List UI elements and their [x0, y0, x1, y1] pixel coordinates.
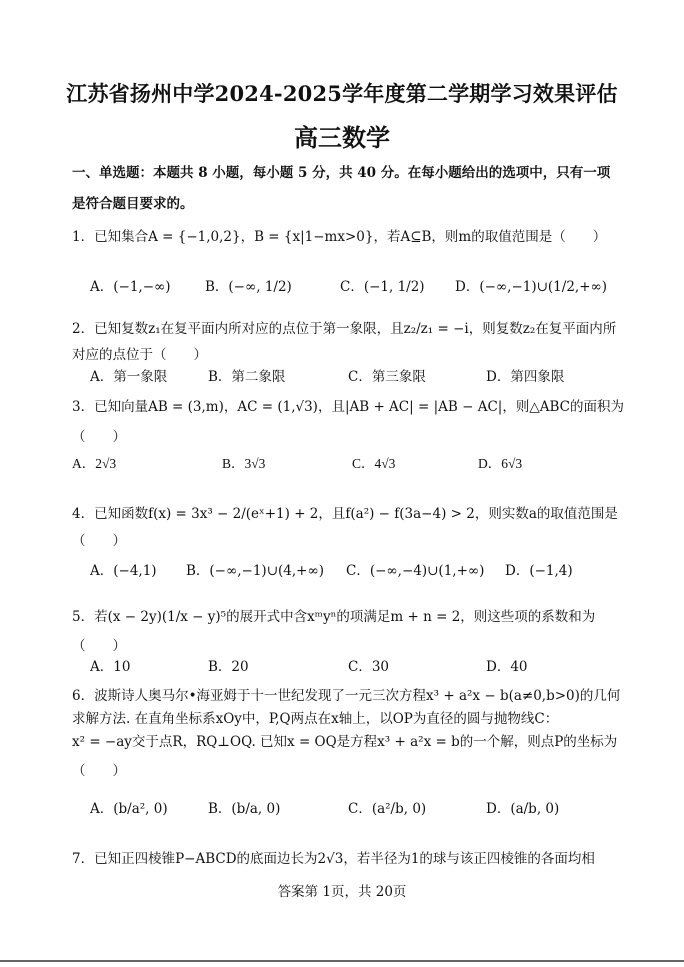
- q4-stem-line2: （ ）: [72, 533, 126, 549]
- q5-option-c: C．30: [348, 659, 390, 675]
- q3-stem-line2: （ ）: [72, 429, 126, 445]
- q6-stem-line2: 求解方法. 在直角坐标系xOy中，P,Q两点在x轴上，以OP为直径的圆与抛物线C：: [72, 711, 559, 727]
- q3-stem-line1: 3．已知向量AB = (3,m)，AC = (1,√3)，且|AB + AC| = |AB − AC|，则△ABC的面积为: [72, 399, 624, 415]
- section-heading-line2: 是符合题目要求的。: [72, 196, 194, 212]
- q4-option-b: B．(−∞,−1)∪(4,+∞): [186, 563, 324, 579]
- q3-option-b: B．3√3: [222, 456, 266, 471]
- q5-option-d: D．40: [486, 659, 528, 675]
- q3-option-d: D．6√3: [478, 456, 523, 471]
- q6-stem-line4: （ ）: [72, 763, 126, 779]
- q7-stem-line1: 7．已知正四棱锥P−ABCD的底面边长为2√3，若半径为1的球与该正四棱锥的各面均相: [72, 851, 595, 867]
- q4-stem-line1: 4．已知函数f(x) = 3x³ − 2/(eˣ+1) + 2，且f(a²) − f(3a−4) > 2，则实数a的取值范围是: [72, 506, 618, 522]
- q1-option-b: B．(−∞, 1/2): [205, 279, 292, 295]
- q6-stem-line3: x² = −ay交于点R，RQ⊥OQ. 已知x = OQ是方程x³ + a²x = b的一个解，则点P的坐标为: [72, 734, 618, 750]
- q6-option-b: B．(b/a, 0): [208, 801, 281, 817]
- q2-option-a: A．第一象限: [90, 369, 168, 385]
- bottom-divider: [0, 960, 684, 962]
- q1-option-c: C．(−1, 1/2): [340, 279, 425, 295]
- q3-option-c: C．4√3: [352, 456, 396, 471]
- page-footer: 答案第 1页，共 20页: [277, 884, 407, 900]
- q2-option-d: D．第四象限: [486, 369, 565, 385]
- q2-option-b: B．第二象限: [208, 369, 286, 385]
- q2-option-c: C．第三象限: [348, 369, 426, 385]
- q4-option-d: D．(−1,4): [505, 563, 573, 579]
- section-heading-line1: 一、单选题：本题共 8 小题，每小题 5 分，共 40 分。在每小题给出的选项中，只有一项: [72, 165, 611, 181]
- q6-option-a: A．(b/a², 0): [90, 801, 168, 817]
- q6-option-c: C．(a²/b, 0): [348, 801, 427, 817]
- q1-stem: 1．已知集合A = {−1,0,2}，B = {x|1−mx>0}，若A⊆B，则m的取值范围是（ ）: [72, 229, 607, 245]
- q1-option-d: D．(−∞,−1)∪(1/2,+∞): [455, 279, 608, 295]
- q5-stem-line1: 5．若(x − 2y)(1/x − y)⁵的展开式中含xᵐyⁿ的项满足m + n = 2，则这些项的系数和为: [72, 609, 596, 625]
- q6-stem-line1: 6．波斯诗人奥马尔•海亚姆于十一世纪发现了一元三次方程x³ + a²x − b(a≠0,b>0)的几何: [72, 688, 621, 704]
- q2-stem-line1: 2．已知复数z₁在复平面内所对应的点位于第一象限，且z₂/z₁ = −i，则复数z₂在复平面内所: [72, 321, 617, 337]
- q5-stem-line2: （ ）: [72, 638, 126, 654]
- q6-option-d: D．(a/b, 0): [486, 801, 560, 817]
- subject-title: 高三数学: [294, 123, 390, 152]
- q4-option-a: A．(−4,1): [90, 563, 157, 579]
- q5-option-a: A．10: [90, 659, 131, 675]
- q5-option-b: B．20: [208, 659, 249, 675]
- exam-title: 江苏省扬州中学2024-2025学年度第二学期学习效果评估: [66, 81, 618, 106]
- q2-stem-line2: 对应的点位于（ ）: [72, 347, 207, 363]
- q4-option-c: C．(−∞,−4)∪(1,+∞): [346, 563, 485, 579]
- q3-option-a: A．2√3: [72, 456, 117, 471]
- q1-option-a: A．(−1,−∞): [90, 279, 171, 295]
